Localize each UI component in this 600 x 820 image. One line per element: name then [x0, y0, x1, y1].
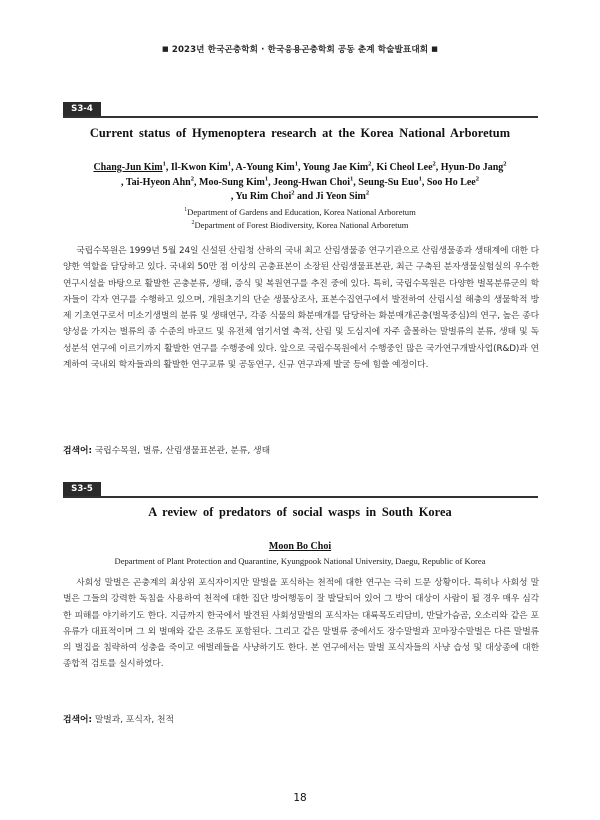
author-affiliation-mark: 2 — [368, 160, 372, 168]
author-affiliation-mark: 1 — [264, 175, 269, 183]
author — [236, 191, 295, 202]
author-affiliation-mark: 2 — [475, 175, 479, 183]
abstract-title: A review of predators of social wasps in South Korea — [148, 505, 452, 519]
affiliation — [60, 555, 540, 568]
author-name: Chang-Jun Kim — [93, 162, 163, 173]
author-name: Soo Ho Lee — [426, 176, 476, 188]
author-name: Ki Cheol Lee — [376, 162, 433, 173]
section-divider — [63, 496, 538, 498]
author-name: Hyun-Do Jang — [440, 162, 504, 173]
conference-header — [0, 43, 600, 55]
author-name: Young Jae Kim — [302, 162, 369, 173]
author-affiliation-mark: 1 — [294, 160, 298, 168]
author — [269, 541, 331, 552]
keywords-line — [63, 443, 539, 456]
author — [199, 177, 268, 188]
page-number: 18 — [293, 792, 307, 804]
affiliation-list — [60, 206, 540, 232]
abstract-title: Current status of Hymenoptera research at the Korea National Arboretum — [89, 126, 511, 140]
keywords-label: 검색어: — [63, 715, 93, 725]
session-code-badge: S3-4 — [63, 102, 101, 116]
keywords-text: 국립수목원, 벌류, 산림생물표본관, 분류, 생태 — [94, 446, 271, 456]
author-list — [60, 540, 540, 555]
conference-name: 2023년 한국곤충학회 · 한국응용곤충학회 공동 춘계 학술발표대회 — [171, 45, 429, 55]
affiliation-text: Department of Gardens and Education, Korea National Arboretum — [187, 207, 416, 217]
keywords-line — [63, 712, 539, 725]
author-affiliation-mark: 2 — [503, 160, 507, 168]
square-marker-icon: ■ — [431, 45, 438, 53]
author-affiliation-mark: 1 — [350, 175, 354, 183]
author — [171, 162, 231, 173]
author — [441, 162, 507, 173]
affiliation-mark: 1 — [184, 207, 188, 214]
author — [303, 162, 372, 173]
author-name: Seung-Su Euo — [358, 176, 419, 188]
author-affiliation-mark: 2 — [432, 160, 436, 168]
affiliation-text: Department of Forest Biodiversity, Korea National Arboretum — [194, 219, 409, 230]
author-affiliation-mark: 2 — [365, 189, 370, 197]
abstract-body: 국립수목원은 1999년 5월 24일 신설된 산림청 산하의 국내 최고 산림생물종 연구기관으로 산림생물종과 생태계에 대한 다양한 역할을 담당하고 있다. 국내외 50만 점 이상의 곤충표본이 소장된 산림생물표본관, 최근 구축된 분자생물실험실의 우수한 연구시설을 바탕으로 활발한 곤충분류, 생태, 증식 및 복원연구를 추진 중에 있다. 특히, 국립수목원은 다양한 벌목분류군의 학자들이 각자 연구를 수행하고 있으며, 개원초기의 단순 생물상조사, 표본수집연구에서 발전하여 산림시설 해충의 생물학적 방제 기초연구로서 미소기생벌의 분류 및 생태연구, 각종 식물의 화분매개를 담당하는 화분매개곤충(벌목중심)의 연구, 높은 종다양성을 가지는 벌류의 종 수준의 바코드 및 유전체 염기서열 축적, 산림 및 도심지에 자주 출몰하는 말벌류의 분류, 생태 및 독성분석 연구에 이르기까지 활발한 연구를 수행중에 있다. 앞으로 국립수목원에서 수행중인 많은 국가연구개발사업(R&D)과 연계하여 국내외 학자들과의 활발한 연구교류 및 공동연구, 신규 연구과제 발굴 등에 힘쓸 예정이다. — [63, 246, 539, 370]
affiliation — [60, 219, 540, 232]
abstract-body: 사회성 말벌은 곤충계의 최상위 포식자이지만 말벌을 포식하는 천적에 대한 연구는 극히 드문 상황이다. 특히나 사회성 말벌은 그들의 강력한 독침을 사용하여 천적에 대한 집단 방어행동이 잘 발달되어 있어 그 방어 대상이 사람이 될 경우 매우 심각한 피해를 야기하기도 한다. 지금까지 한국에서 발견된 사회성말벌의 포식자는 대륙목도리담비, 반달가슴곰, 오소리와 같은 포유류가 대표적이며 그 외 벌매와 같은 조류도 포함된다. 그리고 같은 말벌류 중에서도 장수말벌과 꼬마장수말벌은 다른 말벌류의 벌집을 침략하여 성충을 죽이고 애벌레들을 사냥하기도 한다. 본 연구에서는 말벌 포식자들의 사냥 습성 및 대상종에 대한 종합적 검토를 실시하였다. — [63, 578, 539, 670]
keywords-label: 검색어: — [63, 446, 93, 456]
author-affiliation-mark: 1 — [418, 175, 422, 183]
affiliation-text: Department of Plant Protection and Quarantine, Kyungpook National University, Daegu, Republic of Korea — [114, 556, 486, 566]
author-name: Yu Rim Choi — [235, 191, 292, 203]
author-list: Chang-Jun Kim$^1$, Il-Kwon Kim$^1$, A-Young Kim$^1$, Young Jae Kim$^2$, Ki Cheol Lee$^2$, Hyun-Do Jang$^2$ , Tai-Hyeon Ahn$^2$, Moo-Sung Kim$^1$, Jeong-Hwan Choi$^1$, Seung-Su Euo$^1$, Soo Ho Lee$^2$ , Yu Rim Choi$^2$ and Ji Yeon Sim$^2$ — [93, 160, 507, 203]
affiliation-list — [60, 555, 540, 568]
author — [316, 191, 369, 202]
author — [376, 162, 435, 173]
author-affiliation-mark: 1 — [227, 160, 232, 168]
author-name: Moon Bo Choi — [268, 541, 332, 552]
author — [358, 177, 422, 188]
author-affiliation-mark: 2 — [291, 189, 295, 197]
square-marker-icon: ■ — [162, 45, 169, 53]
author-affiliation-mark: 1 — [162, 160, 166, 168]
affiliation-mark: 2 — [191, 219, 195, 226]
author-name: Il-Kwon Kim — [170, 162, 228, 173]
author — [427, 177, 479, 188]
keywords-text: 말벌과, 포식자, 천적 — [94, 715, 174, 725]
author-name: Moo-Sung Kim — [199, 176, 265, 188]
author — [93, 162, 165, 173]
section-divider — [63, 116, 538, 118]
author-name: A-Young Kim — [235, 162, 295, 173]
author-affiliation-mark: 2 — [190, 175, 194, 183]
affiliation — [60, 206, 540, 219]
author — [236, 162, 298, 173]
author-name: Tai-Hyeon Ahn — [125, 176, 191, 188]
author — [126, 177, 194, 188]
author-name: Jeong-Hwan Choi — [273, 176, 351, 188]
author — [273, 177, 353, 188]
author-name: Ji Yeon Sim — [315, 191, 366, 203]
session-code-badge: S3-5 — [63, 482, 101, 496]
